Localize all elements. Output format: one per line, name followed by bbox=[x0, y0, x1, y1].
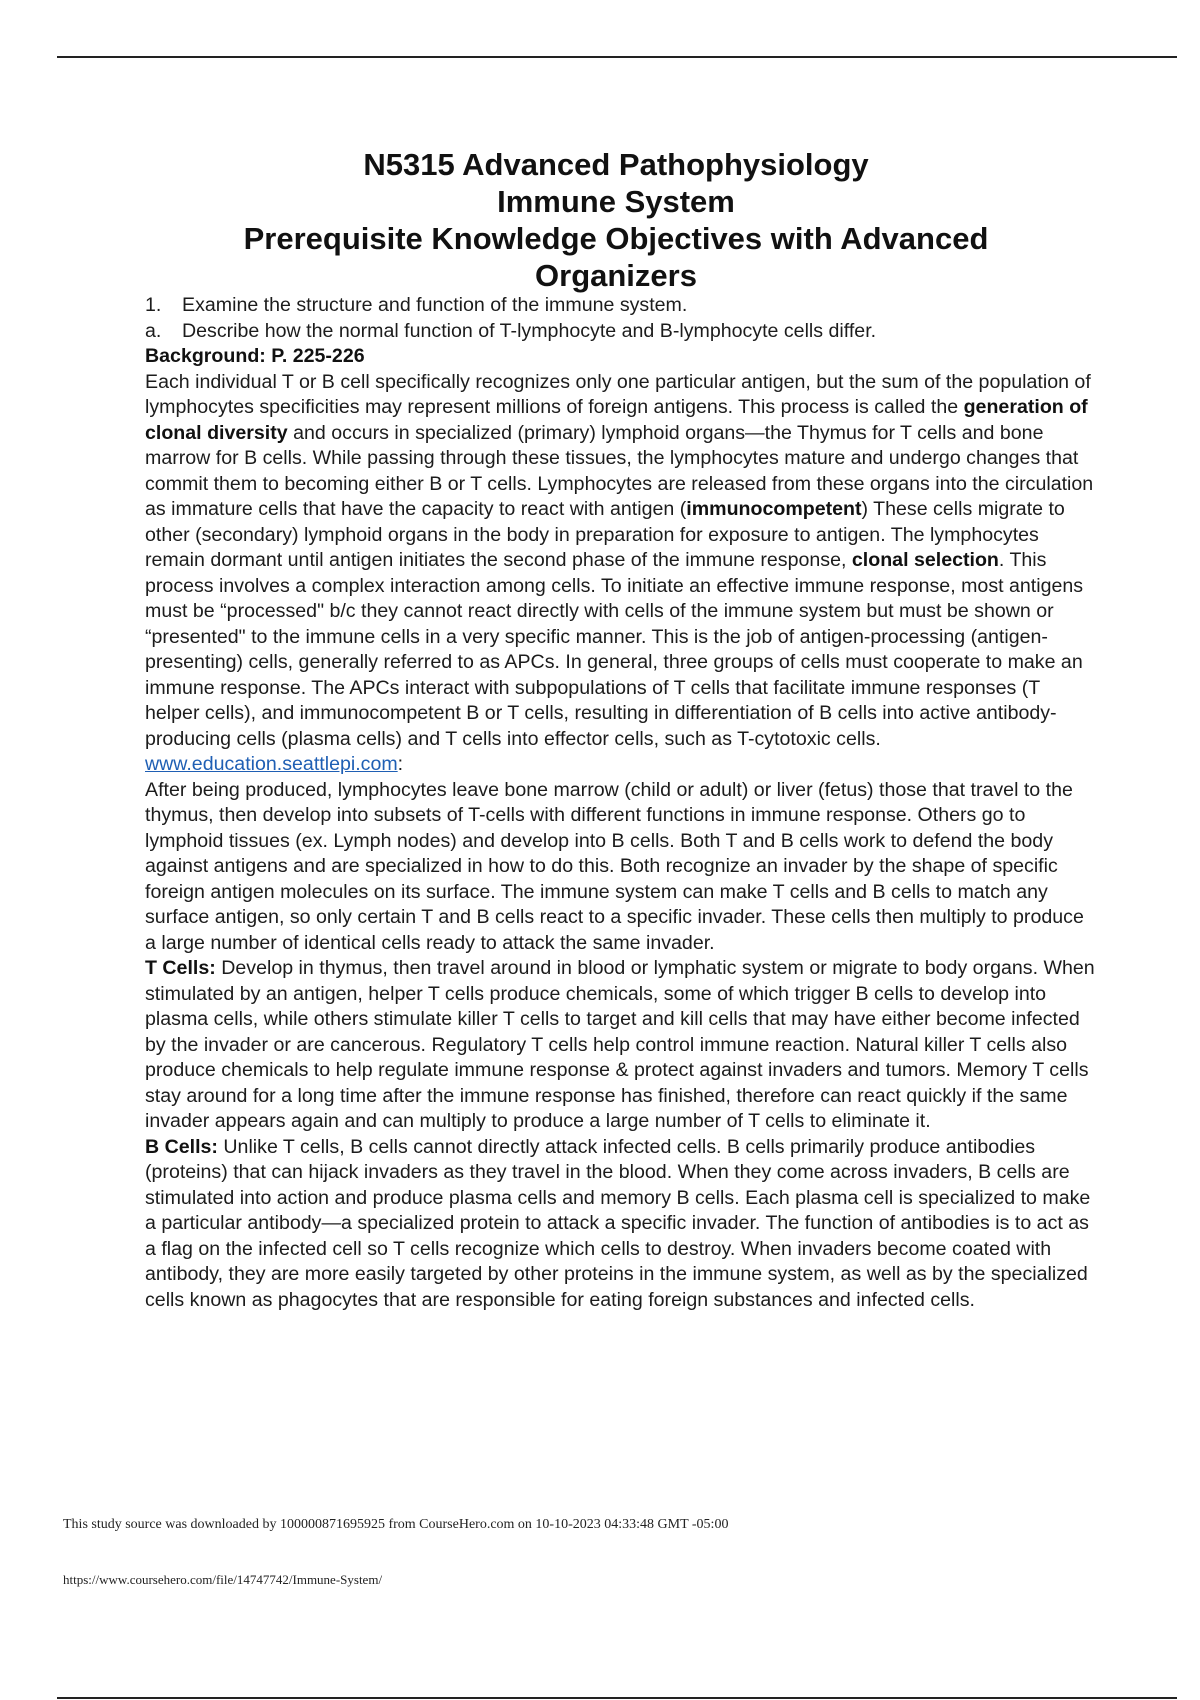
source-url: https://www.coursehero.com/file/14747742/Immune-System/ bbox=[63, 1572, 383, 1587]
bottom-rule bbox=[57, 1697, 1177, 1699]
course-title: N5315 Advanced Pathophysiology bbox=[363, 147, 869, 182]
objectives-title-cont: Organizers bbox=[535, 258, 697, 293]
term-clonal-diversity: generation of clonal diversity bbox=[145, 396, 1088, 444]
term-clonal-selection: clonal selection bbox=[851, 549, 999, 571]
b-cells-paragraph: B Cells: Unlike T cells, B cells cannot directly attack infected cells. B cells primarily produce antibodies (proteins) that can hijack invaders as they travel in the blood. When they come across invaders, B cells are stimulated into action and produce plasma cells and memory B cells. Each plasma cell is specialized to make a particular antibody—a specialized protein to attack a specific invader. The function of antibodies is to act as a flag on the infected cell so T cells recognize which cells to destroy. When invaders become coated with antibody, they are more easily targeted by other proteins in the immune system, as well as by the specialized cells known as phagocytes that are responsible for eating foreign substances and infected cells. bbox=[145, 1135, 1091, 1311]
objective-text: Describe how the normal function of T-lymphocyte and B-lymphocyte cells differ. bbox=[182, 319, 877, 342]
top-rule bbox=[57, 56, 1177, 58]
term-immunocompetent: immunocompetent bbox=[686, 498, 862, 520]
t-cells-label: T Cells: bbox=[145, 957, 216, 979]
lymphocyte-paragraph: After being produced, lymphocytes leave bone marrow (child or adult) or liver (fetus) those that travel to the thymus, then develop into subsets of T-cells with different functions in immune response. Others go to lymphoid tissues (ex. Lymph nodes) and develop into B cells. Both T and B cells work to defend the body against antigens and are specialized in how to do this. Both recognize an invader by the shape of specific foreign antigen molecules on its surface. The immune system can make T cells and B cells to match any surface antigen, so only certain T and B cells react to a specific invader. These cells then multiply to produce a large number of identical cells ready to attack the same invader. bbox=[145, 778, 1084, 954]
source-link[interactable]: www.education.seattlepi.com bbox=[145, 753, 398, 775]
document-body bbox=[145, 293, 1095, 1313]
objective-item bbox=[145, 293, 1095, 319]
source-link-line: www.education.seattlepi.com: bbox=[145, 753, 404, 775]
document-title-block bbox=[145, 146, 1087, 294]
objective-text: Examine the structure and function of the immune system. bbox=[182, 294, 688, 316]
download-note: This study source was downloaded by 100000871695925 from CourseHero.com on 10-10-2023 04:33:48 GMT -05:00 bbox=[63, 1517, 729, 1532]
t-cells-paragraph: T Cells: Develop in thymus, then travel around in blood or lymphatic system or migrate to body organs. When stimulated by an antigen, helper T cells produce chemicals, some of which trigger B cells to develop into plasma cells, while others stimulate killer T cells to target and kill cells that may have either become infected by the invader or are cancerous. Regulatory T cells help control immune reaction. Natural killer T cells also produce chemicals to help regulate immune response & protect against invaders and tumors. Memory T cells stay around for a long time after the immune response has finished, therefore can react quickly if the same invader appears again and can multiply to produce a large number of T cells to eliminate it. bbox=[145, 957, 1095, 1132]
b-cells-label: B Cells: bbox=[145, 1135, 218, 1158]
topic-title: Immune System bbox=[497, 184, 735, 219]
objectives-title: Prerequisite Knowledge Objectives with Advanced bbox=[243, 221, 989, 256]
objective-marker: 1. bbox=[145, 294, 162, 316]
objective-marker: a. bbox=[145, 319, 162, 342]
background-paragraph: Each individual T or B cell specifically recognizes only one particular antigen, but the sum of the population of lymphocytes specificities may represent millions of foreign antigens. This process is called the generation of clonal diversity and occurs in specialized (primary) lymphoid organs—the Thymus for T cells and bone marrow for B cells. While passing through these tissues, the lymphocytes mature and undergo changes that commit them to becoming either B or T cells. Lymphocytes are released from these organs into the circulation as immature cells that have the capacity to react with antigen (immunocompetent) These cells migrate to other (secondary) lymphoid organs in the body in preparation for exposure to antigen. The lymphocytes remain dormant until antigen initiates the second phase of the immune response, clonal selection. This process involves a complex interaction among cells. To initiate an effective immune response, most antigens must be “processed" b/c they cannot react directly with cells of the immune system but must be shown or “presented" to the immune cells in a very specific manner. This is the job of antigen-processing (antigen-presenting) cells, generally referred to as APCs. In general, three groups of cells must cooperate to make an immune response. The APCs interact with subpopulations of T cells that facilitate immune responses (T helper cells), and immunocompetent B or T cells, resulting in differentiation of B cells into active antibody-producing cells (plasma cells) and T cells into effector cells, such as T-cytotoxic cells. bbox=[145, 370, 1094, 750]
background-heading: Background: P. 225-226 bbox=[145, 345, 365, 367]
objective-item bbox=[145, 319, 1095, 345]
